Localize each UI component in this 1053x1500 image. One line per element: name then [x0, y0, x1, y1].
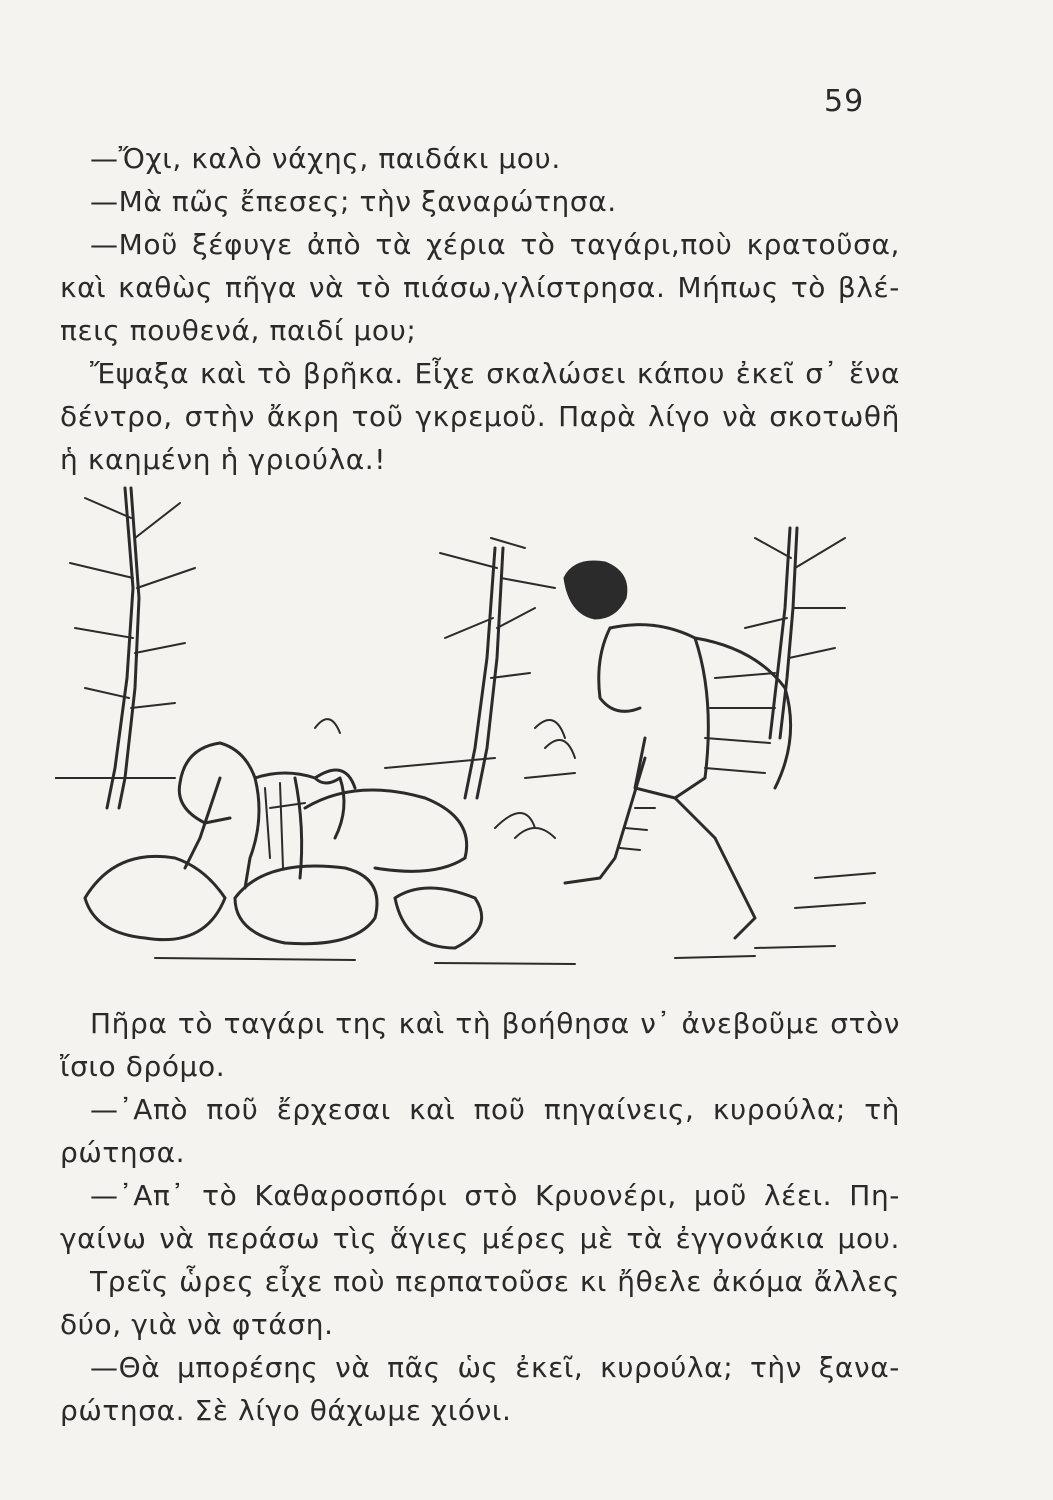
- text-line: καὶ καθὼς πῆγα νὰ τὸ πιάσω,γλίστρησα. Μήπως τὸ βλέ-: [60, 271, 900, 304]
- text-line: Πῆρα τὸ ταγάρι της καὶ τὴ βοήθησα ν᾽ ἀνεβοῦμε στὸν: [90, 1007, 900, 1040]
- left-tree: [70, 488, 195, 808]
- illustration-drawing: [55, 478, 905, 988]
- text-line: ἴσιο δρόμο.: [60, 1050, 226, 1083]
- text-line: —᾽Απὸ ποῦ ἔρχεσαι καὶ ποῦ πηγαίνεις, κυρούλα; τὴ: [90, 1093, 900, 1126]
- text-line: δύο, γιὰ νὰ φτάση.: [60, 1308, 334, 1341]
- text-line: —Θὰ μπορέσης νὰ πᾶς ὡς ἐκεῖ, κυρούλα; τὴν ξανα-: [90, 1351, 900, 1384]
- text-line: πεις πουθενά, παιδί μου;: [60, 314, 417, 347]
- text-line: δέντρο, στὴν ἄκρη τοῦ γκρεμοῦ. Παρὰ λίγο νὰ σκοτωθῆ: [60, 400, 900, 433]
- text-line: Τρεῖς ὧρες εἶχε ποὺ περπατοῦσε κι ἤθελε ἀκόμα ἄλλες: [90, 1265, 900, 1298]
- illustration: [55, 478, 905, 988]
- rocks: [85, 790, 482, 948]
- text-line: —᾽Απ᾽ τὸ Καθαροσπόρι στὸ Κρυονέρι, μοῦ λέει. Πη-: [90, 1179, 900, 1212]
- text-line: —Ὄχι, καλὸ νάχης, παιδάκι μου.: [90, 142, 561, 175]
- text-line: —Μὰ πῶς ἔπεσες; τὴν ξαναρώτησα.: [90, 185, 617, 218]
- text-line: —Μοῦ ξέφυγε ἀπὸ τὰ χέρια τὸ ταγάρι,ποὺ κρατοῦσα,: [90, 228, 900, 261]
- text-line: Ἔψαξα καὶ τὸ βρῆκα. Εἶχε σκαλώσει κάπου ἐκεῖ σ᾽ ἕνα: [90, 357, 900, 390]
- top-paragraphs: [60, 137, 900, 481]
- text-line: γαίνω νὰ περάσω τὶς ἅγιες μέρες μὲ τὰ ἐγγονάκια μου.: [60, 1222, 900, 1255]
- text-line: ἡ καημένη ἡ γριούλα.!: [60, 443, 387, 476]
- text-line: ρώτησα.: [60, 1136, 186, 1169]
- right-tree: [745, 528, 845, 738]
- boy-figure: [565, 562, 791, 938]
- bottom-paragraphs: [60, 1002, 900, 1432]
- page-number: 59: [824, 84, 865, 119]
- center-tree: [440, 538, 555, 798]
- text-line: ρώτησα. Σὲ λίγο θάχωμε χιόνι.: [60, 1394, 512, 1427]
